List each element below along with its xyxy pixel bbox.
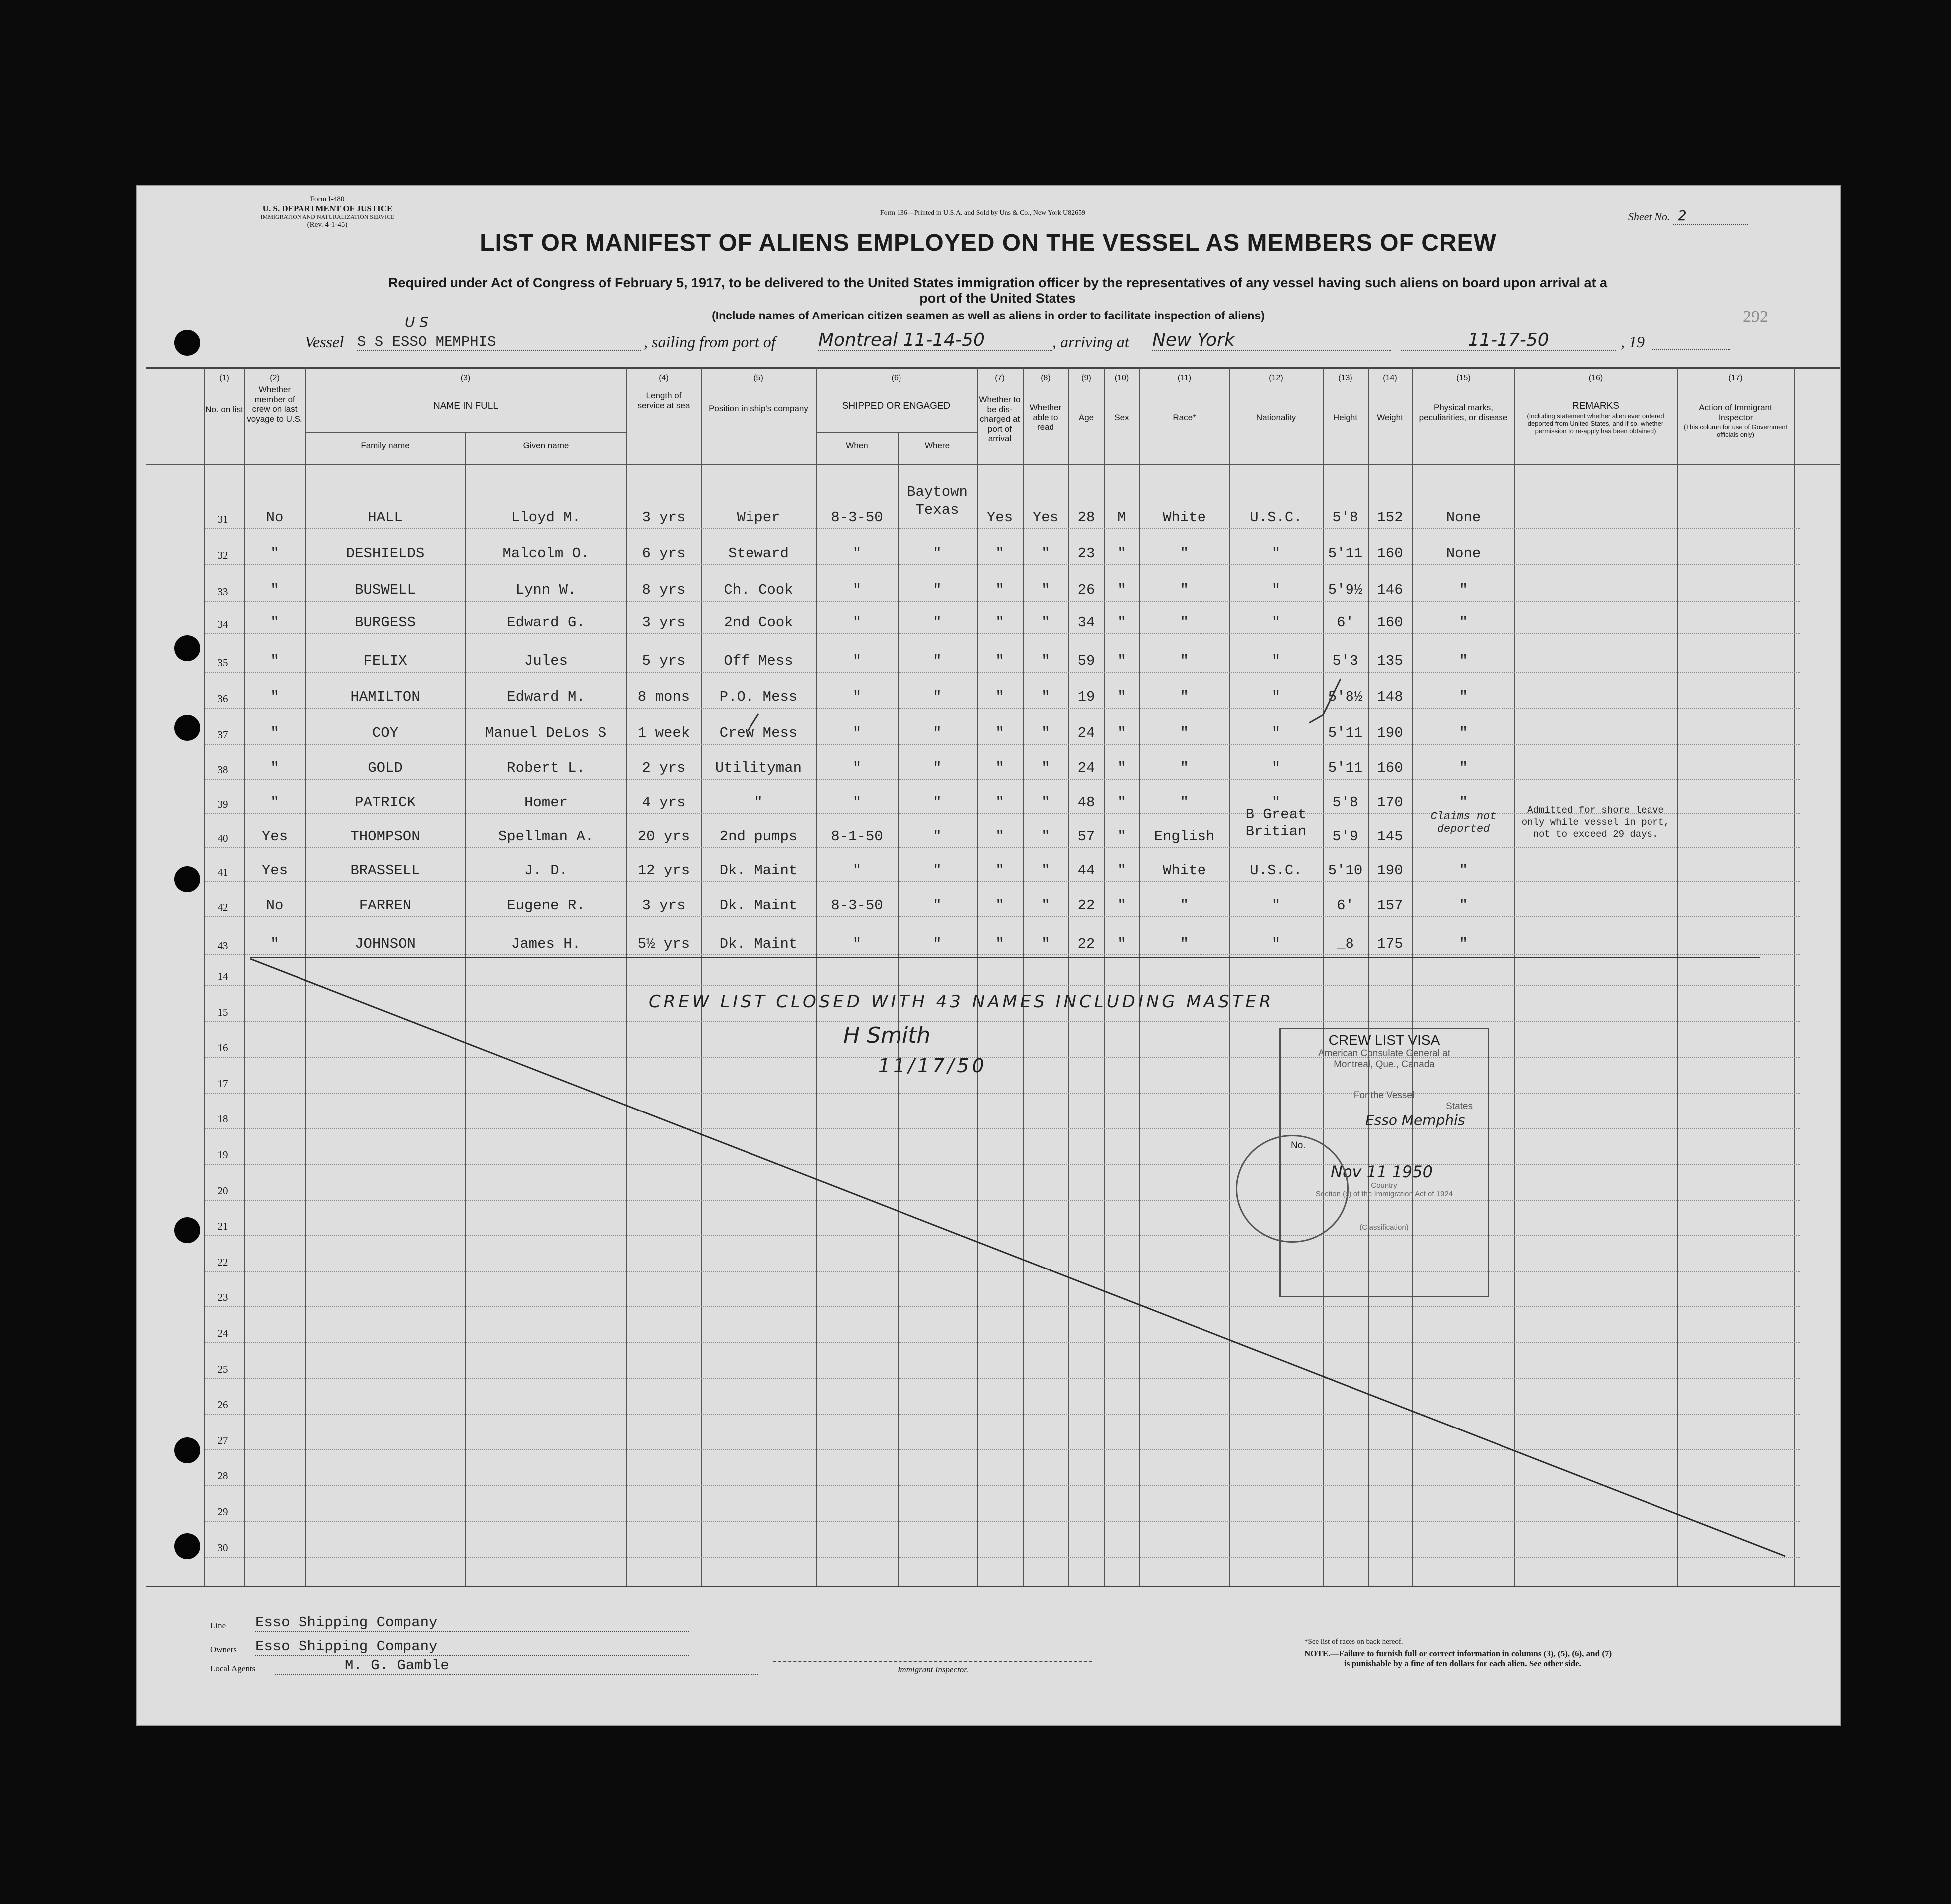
cell-last-voyage: No xyxy=(266,897,284,914)
cell-last-voyage: Yes xyxy=(261,828,288,845)
cell-height: 5'9½ xyxy=(1328,582,1363,598)
cell-last-voyage: " xyxy=(270,689,279,705)
cell-age: 23 xyxy=(1077,545,1095,562)
cell-age: 24 xyxy=(1077,725,1095,741)
col-when: When xyxy=(846,441,868,450)
voyage-line: Vessel S S ESSO MEMPHIS , sailing from port of Montreal 11-14-50 , arriving at New York 11-17-50 , 19 xyxy=(305,333,1780,355)
cell-where: " xyxy=(933,614,942,631)
cell-when: " xyxy=(852,653,862,669)
cell-read: " xyxy=(1041,545,1050,562)
cell-nationality: " xyxy=(1271,760,1281,776)
col-discharged: Whether to be dis-charged at port of arrival xyxy=(979,395,1021,444)
col-inspector-action: Action of Immigrant Inspector xyxy=(1699,403,1772,422)
col-age: Age xyxy=(1078,413,1094,422)
cell-nationality: " xyxy=(1271,545,1281,562)
vessel-name: S S ESSO MEMPHIS xyxy=(357,334,641,351)
cell-marks: " xyxy=(1459,760,1468,776)
cell-age: 22 xyxy=(1077,897,1095,914)
cell-given: Eugene R. xyxy=(507,897,585,914)
row-number: 15 xyxy=(217,1006,228,1018)
row-number: 36 xyxy=(217,693,228,705)
row-number: 39 xyxy=(217,798,228,810)
cell-family: HALL xyxy=(368,509,403,526)
row-number: 17 xyxy=(217,1077,228,1090)
cell-last-voyage: No xyxy=(266,509,284,526)
cell-sex: " xyxy=(1117,689,1126,705)
line-value: Esso Shipping Company xyxy=(255,1614,689,1632)
cell-read: " xyxy=(1041,725,1050,741)
cell-height: 6' xyxy=(1337,614,1354,631)
cell-last-voyage: " xyxy=(270,725,279,741)
cell-height: 5'11 xyxy=(1328,725,1363,741)
cell-service: 20 yrs xyxy=(637,828,690,845)
cell-weight: 190 xyxy=(1377,862,1403,879)
row-number: 38 xyxy=(217,764,228,776)
cell-position: 2nd pumps xyxy=(719,828,798,845)
col-able-to-read: Whether able to read xyxy=(1029,403,1062,432)
cell-read: " xyxy=(1041,653,1050,669)
col-given-name: Given name xyxy=(523,441,569,450)
cell-position: Steward xyxy=(728,545,789,562)
cell-weight: 145 xyxy=(1377,828,1403,845)
cell-where: " xyxy=(933,653,942,669)
cell-read: " xyxy=(1041,862,1050,879)
cell-read: " xyxy=(1041,936,1050,952)
cell-position: 2nd Cook xyxy=(724,614,793,631)
master-signature: H Smith xyxy=(843,1023,931,1048)
cell-nationality: " xyxy=(1271,897,1281,914)
row-number: 30 xyxy=(217,1541,228,1554)
cell-marks: " xyxy=(1459,689,1468,705)
row-number: 42 xyxy=(217,901,228,913)
row-number: 37 xyxy=(217,729,228,741)
cell-given: Lynn W. xyxy=(515,582,577,598)
cell-service: 2 yrs xyxy=(642,760,686,776)
cell-sex: " xyxy=(1117,653,1126,669)
cell-service: 5 yrs xyxy=(642,653,686,669)
cell-marks: " xyxy=(1459,725,1468,741)
cell-family: JOHNSON xyxy=(355,936,416,952)
cell-last-voyage: " xyxy=(270,582,279,598)
cell-service: 3 yrs xyxy=(642,897,686,914)
cell-height: 5'8 xyxy=(1332,509,1358,526)
cell-family: FELIX xyxy=(363,653,407,669)
footer-agents: Line Esso Shipping Company Owners Esso Shipping Company Local Agents M. G. Gamble xyxy=(210,1616,734,1675)
cell-last-voyage: " xyxy=(270,936,279,952)
cell-position: Dk. Maint xyxy=(719,862,798,879)
cell-sex: " xyxy=(1117,760,1126,776)
col-position: Position in ship's company xyxy=(709,404,808,413)
cell-family: GOLD xyxy=(368,760,403,776)
cell-when: " xyxy=(852,760,862,776)
cell-nationality: B Great Britian xyxy=(1245,806,1307,840)
row-number: 27 xyxy=(217,1434,228,1446)
cell-where: " xyxy=(933,725,942,741)
row-number: 29 xyxy=(217,1506,228,1518)
races-note: *See list of races on back hereof. xyxy=(1304,1638,1403,1646)
col-weight: Weight xyxy=(1377,413,1403,422)
row-number: 43 xyxy=(217,940,228,952)
cell-service: 1 week xyxy=(637,725,690,741)
cell-weight: 160 xyxy=(1377,545,1403,562)
cell-sex: " xyxy=(1117,897,1126,914)
cell-given: Lloyd M. xyxy=(511,509,581,526)
cell-position: Utilityman xyxy=(715,760,802,776)
cell-age: 34 xyxy=(1077,614,1095,631)
form-instruction: (Include names of American citizen seamen as well as aliens in order to facilitate inspection of aliens) xyxy=(712,309,1265,322)
cell-read: " xyxy=(1041,582,1050,598)
cell-age: 24 xyxy=(1077,760,1095,776)
agents-value: M. G. Gamble xyxy=(275,1657,758,1675)
cell-service: 3 yrs xyxy=(642,614,686,631)
cell-position: " xyxy=(754,794,763,811)
cell-sex: M xyxy=(1117,509,1126,526)
cell-nationality: " xyxy=(1271,689,1281,705)
cell-marks: " xyxy=(1459,862,1468,879)
cell-marks: " xyxy=(1459,936,1468,952)
cell-race: " xyxy=(1180,614,1189,631)
cell-nationality: " xyxy=(1271,614,1281,631)
cell-sex: " xyxy=(1117,794,1126,811)
cell-read: " xyxy=(1041,760,1050,776)
cell-family: THOMPSON xyxy=(350,828,420,845)
col-inspector-note: (This column for use of Government officials only) xyxy=(1683,423,1788,438)
cell-nationality: U.S.C. xyxy=(1250,509,1302,526)
cell-age: 44 xyxy=(1077,862,1095,879)
col-nationality: Nationality xyxy=(1256,413,1296,422)
owners-value: Esso Shipping Company xyxy=(255,1638,689,1656)
cell-age: 48 xyxy=(1077,794,1095,811)
cell-height: 5'8½ xyxy=(1328,689,1363,705)
cell-family: COY xyxy=(372,725,399,741)
cell-family: BURGESS xyxy=(355,614,416,631)
col-family-name: Family name xyxy=(361,441,410,450)
col-shipped-engaged: SHIPPED OR ENGAGED xyxy=(842,401,951,411)
cell-read: Yes xyxy=(1032,509,1059,526)
cell-given: Malcolm O. xyxy=(502,545,590,562)
cell-where: " xyxy=(933,760,942,776)
cell-discharged: " xyxy=(995,582,1004,598)
cell-discharged: " xyxy=(995,897,1004,914)
cell-discharged: " xyxy=(995,828,1004,845)
cell-family: HAMILTON xyxy=(350,689,420,705)
cell-discharged: " xyxy=(995,614,1004,631)
cell-read: " xyxy=(1041,828,1050,845)
cell-discharged: " xyxy=(995,862,1004,879)
cell-service: 12 yrs xyxy=(637,862,690,879)
cell-height: 5'8 xyxy=(1332,794,1358,811)
cell-race: English xyxy=(1154,828,1215,845)
cell-when: " xyxy=(852,545,862,562)
row-number: 21 xyxy=(217,1220,228,1233)
cell-weight: 146 xyxy=(1377,582,1403,598)
cell-marks: " xyxy=(1459,614,1468,631)
cell-race: " xyxy=(1180,936,1189,952)
cell-weight: 152 xyxy=(1377,509,1403,526)
cell-sex: " xyxy=(1117,614,1126,631)
cell-sex: " xyxy=(1117,862,1126,879)
cell-discharged: " xyxy=(995,653,1004,669)
cell-age: 59 xyxy=(1077,653,1095,669)
col-last-voyage: Whether member of crew on last voyage to U.S. xyxy=(247,385,302,424)
sailing-port: Montreal 11-14-50 xyxy=(818,330,1052,351)
row-number: 34 xyxy=(217,618,228,630)
crew-list-closing-note: CREW LIST CLOSED WITH 43 NAMES INCLUDING MASTER xyxy=(649,992,1274,1012)
cell-marks: Claims not deported xyxy=(1430,810,1497,835)
cell-race: " xyxy=(1180,653,1189,669)
cell-position: Crew Mess xyxy=(719,725,798,741)
cell-discharged: " xyxy=(995,794,1004,811)
row-number: 18 xyxy=(217,1113,228,1125)
cell-marks: " xyxy=(1459,794,1468,811)
cell-race: " xyxy=(1180,794,1189,811)
col-name-in-full: NAME IN FULL xyxy=(433,401,498,411)
row-number: 16 xyxy=(217,1042,228,1054)
row-number: 26 xyxy=(217,1399,228,1411)
cell-service: 6 yrs xyxy=(642,545,686,562)
cell-discharged: " xyxy=(995,760,1004,776)
printer-line: Form 136—Printed in U.S.A. and Sold by Uns & Co., New York U82659 xyxy=(880,209,1086,217)
cell-where: " xyxy=(933,794,942,811)
cell-race: White xyxy=(1162,862,1206,879)
cell-given: Edward M. xyxy=(507,689,585,705)
cell-given: Homer xyxy=(524,794,568,811)
col-sex: Sex xyxy=(1114,413,1129,422)
cell-given: J. D. xyxy=(524,862,568,879)
cell-family: FARREN xyxy=(359,897,412,914)
row-number: 25 xyxy=(217,1363,228,1375)
cell-weight: 157 xyxy=(1377,897,1403,914)
cell-position: Dk. Maint xyxy=(719,897,798,914)
closing-date: 11/17/50 xyxy=(878,1055,987,1077)
cell-weight: 135 xyxy=(1377,653,1403,669)
cell-service: 3 yrs xyxy=(642,509,686,526)
manifest-sheet: Form I-480 U. S. DEPARTMENT OF JUSTICE IMMIGRATION AND NATURALIZATION SERVICE (Rev. 4-1-45) Form 136—Printed in U.S.A. and Sold by Uns & Co., New York U82659 Sheet No. 2 292 LIST OR MANIFEST OF ALIENS EMPLOYED ON THE VESSEL AS MEMBERS OF CREW Required under Act of Congress of February 5, 1917, to be delivered to the United States immigration officer by the representatives of any vessel having such aliens on board upon arrival at a port of the United States (Include names of American citizen seamen as well as aliens in order to facilitate inspection of aliens) U S Vessel S S ESSO MEMPHIS , sailing from port of Montreal 11-14-50 , arriving at New York 11-17-50 , 19 (1) No. on list (2) Whether member of crew on last voyage to U.S. (3) NAME IN FULL Family name Given name (4) Length of service at sea (5) Position in ship's company (6) SHIPPED OR ENGAGED When Where (7) Whether to be dis-charged at port of arrival (8) Whether able to read (9) Age (10) Sex (11) Race* (12) Nationality (13) Height (14) Weight (15) Physical marks, peculiarities, or disease (16) REMARKS (Including statement whether alien ever ordered deported from United States, and if so, whether permission to re-apply has been obtained) (17) Action of Immigrant Inspector (This column for use of Government officials only) 31 No HALL Lloyd M. 3 yrs Wiper 8-3-50 Baytown Texas Yes Yes 28 M White U.S.C. 5'8 152 None 32 " DESHIELDS Malcolm O. 6 yrs Steward " " " " 23 " " " 5'11 160 None 33 " BUSWELL Lynn W. 8 yrs Ch. Cook " " " " 26 " " " 5'9½ 146 " 34 " BURGESS Edward G. 3 yrs 2nd Cook " " " " 34 " " " 6' 160 " 35 " FELIX Jules 5 yrs Off Mess " " " " 59 " " " 5'3 135 " 36 " HAMILTON Edward M. 8 mons P.O. Mess " " " " 19 " " " 5'8½ 148 " 37 " COY Manuel DeLos S 1 week Crew Mess " " " " 24 " " " 5'11 190 " 38 " GOLD Robert L. 2 yrs Utilityman " " " " 24 " " " 5'11 160 " 39 " PATRICK Homer 4 yrs " " " " " 48 " " " 5'8 170 " 40 Yes THOMPSON Spellman A. 20 yrs 2nd pumps 8-1-50 " " " 57 " English B Great Britian 5'9 145 Claims not deported Admitted for shore leave only while vessel in port, not to exceed 29 days. 41 Yes BRASSELL J. D. 12 yrs Dk. Maint " " " " 44 " White U.S.C. 5'10 190 " 42 No FARREN Eugene R. 3 yrs Dk. Maint 8-3-50 " " " 22 " " " 6' 157 " 43 " JOHNSON James H. 5½ yrs Dk. Maint " " " " 22 " " " _8 175 " 14 15 16 17 18 19 20 21 22 23 24 25 26 27 28 29 30 CREW LIST CLOSED WITH 43 NAMES INCLUDING MASTER H Smith 11/17/50 CREW LIST VISA American Consulate General at Montreal, Que., Canada For the Vessel States Esso Memphis No. Nov 11 1950 Country Section (c) of the Immigration Act of 1924 (Classification) Line Esso Shipping Company Owners Esso Shipping Company Local Agents M. G. Gamble Immigrant Inspector. *See list of races on back hereof. NOTE.—Failure to furnish full or correct information in columns (3), (5), (6), and (7) is punishable by a fine of ten dollars for each alien. See other side. xyxy=(136,185,1841,1726)
cell-discharged: " xyxy=(995,689,1004,705)
cell-where: " xyxy=(933,862,942,879)
row-number: 31 xyxy=(217,513,228,525)
vessel-prefix: U S xyxy=(405,314,429,330)
cell-where: " xyxy=(933,582,942,598)
cell-where: Baytown Texas xyxy=(907,484,968,518)
col-no-on-list: No. on list xyxy=(205,405,243,414)
row-number: 24 xyxy=(217,1327,228,1339)
cell-read: " xyxy=(1041,614,1050,631)
cell-weight: 148 xyxy=(1377,689,1403,705)
cell-when: 8-3-50 xyxy=(831,509,883,526)
cell-family: BRASSELL xyxy=(350,862,420,879)
cell-remarks: Admitted for shore leave only while vessel in port, not to exceed 29 days. xyxy=(1521,805,1670,840)
cell-given: Edward G. xyxy=(507,614,585,631)
cell-height: _8 xyxy=(1337,936,1354,952)
cell-marks: " xyxy=(1459,897,1468,914)
inspector-signature-line xyxy=(773,1661,1092,1662)
col-where: Where xyxy=(924,441,950,450)
cell-marks: None xyxy=(1446,509,1481,526)
cell-where: " xyxy=(933,828,942,845)
cell-read: " xyxy=(1041,897,1050,914)
cell-service: 8 yrs xyxy=(642,582,686,598)
cell-where: " xyxy=(933,545,942,562)
cell-sex: " xyxy=(1117,545,1126,562)
diagonal-strike-line xyxy=(136,185,1841,1726)
penalty-note: NOTE.—Failure to furnish full or correct information in columns (3), (5), (6), and (7) is punishable by a fine of ten dollars for each alien. See other side. xyxy=(1304,1649,1612,1668)
cell-when: " xyxy=(852,936,862,952)
cell-last-voyage: Yes xyxy=(261,862,288,879)
cell-sex: " xyxy=(1117,828,1126,845)
cell-marks: None xyxy=(1446,545,1481,562)
cell-race: " xyxy=(1180,582,1189,598)
sheet-number: Sheet No. 2 xyxy=(1628,207,1748,225)
cell-age: 22 xyxy=(1077,936,1095,952)
row-number: 23 xyxy=(217,1291,228,1304)
cell-nationality: U.S.C. xyxy=(1250,862,1302,879)
row-number: 41 xyxy=(217,866,228,878)
cell-height: 5'10 xyxy=(1328,862,1363,879)
page-stamp-number: 292 xyxy=(1743,308,1768,326)
cell-position: P.O. Mess xyxy=(719,689,798,705)
cell-when: 8-1-50 xyxy=(831,828,883,845)
cell-given: Jules xyxy=(524,653,568,669)
cell-given: James H. xyxy=(511,936,581,952)
cell-height: 5'11 xyxy=(1328,760,1363,776)
cell-weight: 175 xyxy=(1377,936,1403,952)
cell-where: " xyxy=(933,936,942,952)
cell-nationality: " xyxy=(1271,653,1281,669)
arriving-port: New York xyxy=(1152,330,1391,351)
cell-when: " xyxy=(852,614,862,631)
cell-weight: 160 xyxy=(1377,614,1403,631)
col-physical-marks: Physical marks, peculiarities, or disease xyxy=(1419,403,1508,422)
form-subtitle: Required under Act of Congress of February 5, 1917, to be delivered to the United States immigration officer by the representatives of any vessel having such aliens on board upon arrival at a port of the United States xyxy=(388,275,1608,306)
cell-last-voyage: " xyxy=(270,545,279,562)
cell-age: 28 xyxy=(1077,509,1095,526)
cell-sex: " xyxy=(1117,936,1126,952)
row-number: 35 xyxy=(217,657,228,669)
cell-weight: 160 xyxy=(1377,760,1403,776)
crew-list-visa-stamp: CREW LIST VISA American Consulate General at Montreal, Que., Canada For the Vessel States Esso Memphis No. Nov 11 1950 Country Section (c) of the Immigration Act of 1924 (Classification) xyxy=(1279,1028,1489,1297)
form-title: LIST OR MANIFEST OF ALIENS EMPLOYED ON THE VESSEL AS MEMBERS OF CREW xyxy=(480,230,1497,256)
cell-nationality: " xyxy=(1271,794,1281,811)
cell-family: BUSWELL xyxy=(355,582,416,598)
cell-discharged: Yes xyxy=(986,509,1013,526)
cell-given: Manuel DeLos S xyxy=(485,725,607,741)
cell-position: Ch. Cook xyxy=(724,582,793,598)
cell-race: " xyxy=(1180,725,1189,741)
cell-height: 5'9 xyxy=(1332,828,1358,845)
cell-age: 26 xyxy=(1077,582,1095,598)
inspector-label: Immigrant Inspector. xyxy=(897,1665,969,1674)
col-remarks: REMARKS xyxy=(1572,401,1619,411)
arrival-date: 11-17-50 xyxy=(1401,330,1616,351)
cell-weight: 190 xyxy=(1377,725,1403,741)
cell-where: " xyxy=(933,897,942,914)
cell-height: 5'3 xyxy=(1332,653,1358,669)
col-height: Height xyxy=(1333,413,1358,422)
row-number: 28 xyxy=(217,1470,228,1482)
cell-when: " xyxy=(852,862,862,879)
consular-seal xyxy=(1236,1135,1349,1243)
cell-last-voyage: " xyxy=(270,653,279,669)
cell-service: 5½ yrs xyxy=(637,936,690,952)
cell-family: PATRICK xyxy=(355,794,416,811)
col-length-of-service: Length of service at sea xyxy=(637,391,690,410)
cell-nationality: " xyxy=(1271,582,1281,598)
col-remarks-note: (Including statement whether alien ever ordered deported from United States, and if so, whether permission to re-apply has been obtained) xyxy=(1527,412,1664,435)
cell-when: " xyxy=(852,794,862,811)
cell-position: Off Mess xyxy=(724,653,793,669)
cell-family: DESHIELDS xyxy=(346,545,425,562)
cell-nationality: " xyxy=(1271,936,1281,952)
row-number: 14 xyxy=(217,970,228,982)
cell-nationality: " xyxy=(1271,725,1281,741)
cell-position: Wiper xyxy=(737,509,780,526)
cell-marks: " xyxy=(1459,582,1468,598)
cell-when: " xyxy=(852,582,862,598)
row-number: 32 xyxy=(217,549,228,561)
cell-position: Dk. Maint xyxy=(719,936,798,952)
row-number: 22 xyxy=(217,1256,228,1268)
cell-weight: 170 xyxy=(1377,794,1403,811)
cell-where: " xyxy=(933,689,942,705)
cell-age: 19 xyxy=(1077,689,1095,705)
cell-when: 8-3-50 xyxy=(831,897,883,914)
cell-race: " xyxy=(1180,760,1189,776)
cell-given: Robert L. xyxy=(507,760,585,776)
cell-discharged: " xyxy=(995,545,1004,562)
cell-age: 57 xyxy=(1077,828,1095,845)
row-number: 20 xyxy=(217,1184,228,1197)
cell-race: " xyxy=(1180,545,1189,562)
cell-height: 6' xyxy=(1337,897,1354,914)
cell-discharged: " xyxy=(995,936,1004,952)
col-race: Race* xyxy=(1173,413,1196,422)
cell-last-voyage: " xyxy=(270,794,279,811)
cell-service: 8 mons xyxy=(637,689,690,705)
cell-discharged: " xyxy=(995,725,1004,741)
cell-sex: " xyxy=(1117,725,1126,741)
form-identifier: Form I-480 U. S. DEPARTMENT OF JUSTICE IMMIGRATION AND NATURALIZATION SERVICE (Rev. 4-1-45) xyxy=(260,195,395,229)
cell-read: " xyxy=(1041,689,1050,705)
cell-last-voyage: " xyxy=(270,614,279,631)
cell-marks: " xyxy=(1459,653,1468,669)
cell-race: White xyxy=(1162,509,1206,526)
cell-service: 4 yrs xyxy=(642,794,686,811)
cell-height: 5'11 xyxy=(1328,545,1363,562)
cell-when: " xyxy=(852,689,862,705)
cell-read: " xyxy=(1041,794,1050,811)
cell-race: " xyxy=(1180,897,1189,914)
row-number: 33 xyxy=(217,586,228,598)
cell-race: " xyxy=(1180,689,1189,705)
row-number: 40 xyxy=(217,832,228,844)
cell-when: " xyxy=(852,725,862,741)
cell-sex: " xyxy=(1117,582,1126,598)
row-number: 19 xyxy=(217,1149,228,1161)
cell-given: Spellman A. xyxy=(498,828,594,845)
cell-last-voyage: " xyxy=(270,760,279,776)
